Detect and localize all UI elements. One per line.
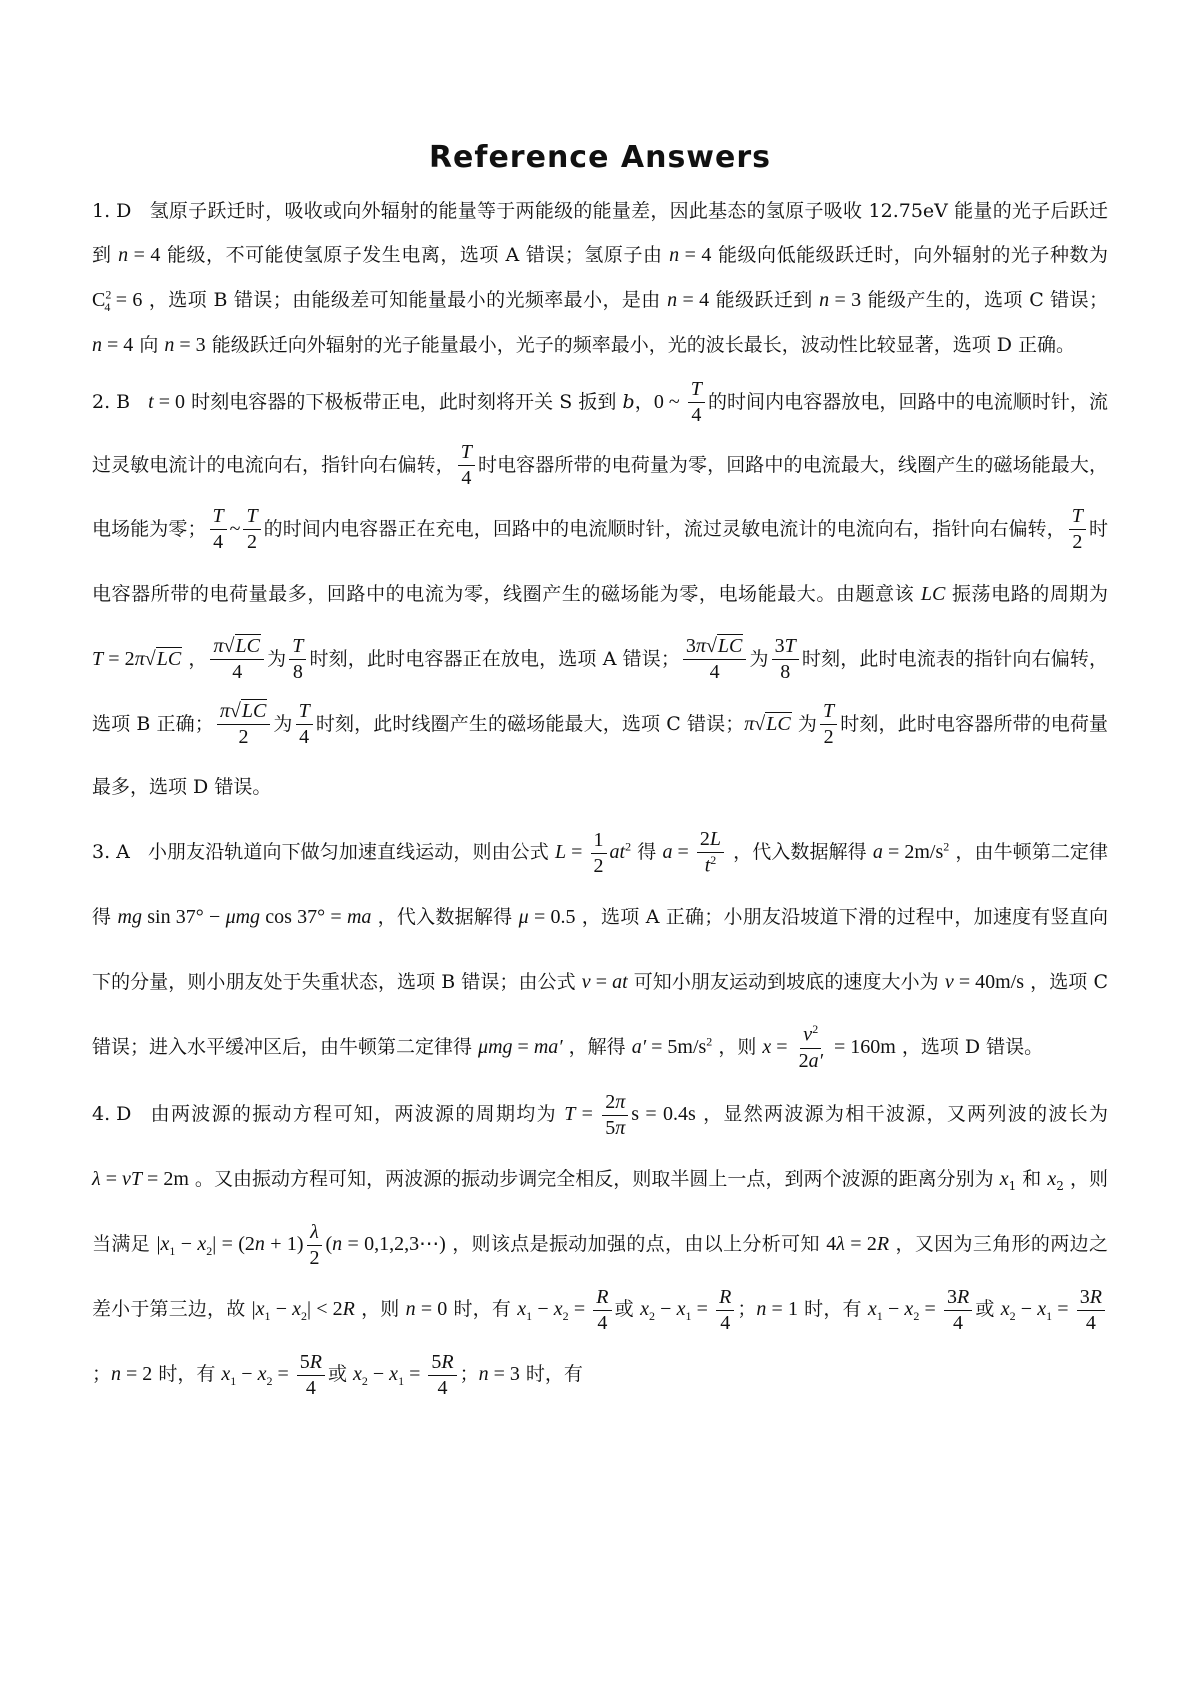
answer-number: 1.	[92, 200, 111, 222]
answer-item-1	[92, 190, 1108, 368]
answer-text: 由两波源的振动方程可知，两波源的周期均为 T = $\frac{2\pi}{5\pi}$ s = 0.4s ，显然两波源为相干波源，又两列波的波长为 λ = vT = 2m 。又由振动方程可知，两波源的振动步调完全相反，则取半圆上一点，到两个波源的距离分别为 $x_1$ 和 $x_2$ ，则当满足 $|x_1 - x_2| = (2n + 1)$ $\frac{\lambda}{2}$ (n = 0,1,2,3⋯) ，则该点是振动加强的点，由以上分析可知 4λ = 2R ，又因为三角形的两边之差小于第三边，故 $|x_1 - x_2| < 2R$ ，则 n = 0 时，有 $x_1 - x_2$ = $\frac{R}{4}$ 或 $x_2 - x_1$ = $\frac{R}{4}$ ；n = 1 时，有 $x_1 - x_2$ = $\frac{3R}{4}$ 或 $x_2 - x_1$ = $\frac{3R}{4}$ ；n = 2 时，有 $x_1 - x_2$ = $\frac{5R}{4}$ 或 $x_2 - x_1$ = $\frac{5R}{4}$ ；n = 3 时，有	[92, 1090, 1108, 1399]
answer-list	[92, 190, 1108, 1409]
answer-number: 4.	[92, 1103, 111, 1126]
answer-letter: D	[116, 200, 132, 222]
answer-text: 氢原子跃迁时，吸收或向外辐射的能量等于两能级的能量差，因此基态的氢原子吸收 12.75eV 能量的光子后跃迁到 n = 4 能级，不可能使氢原子发生电离，选项 A 错误；氢原子由 n = 4 能级向低能级跃迁时，向外辐射的光子种数为 $C^2_4 = 6$ ，选项 B 错误；由能级差可知能量最小的光频率最小，是由 n = 4 能级跃迁到 n = 3 能级产生的，选项 C 错误；n = 4 向 n = 3 能级跃迁向外辐射的光子能量最小，光子的频率最小，光的波长最长，波动性比较显著，选项 D 正确。	[92, 200, 1109, 356]
answer-number: 3.	[92, 841, 111, 864]
answer-item-3	[92, 820, 1108, 1080]
answer-item-4	[92, 1082, 1108, 1407]
answer-text: t = 0 时刻电容器的下极板带正电，此时刻将开关 S 扳到 b，0 ~ $\frac{T}{4}$ 的时间内电容器放电，回路中的电流顺时针，流过灵敏电流计的电流向右，指针向右偏转， $\frac{T}{4}$ 时电容器所带的电荷量为零，回路中的电流最大，线圈产生的磁场能最大，电场能为零； $\frac{T}{4}$ ~ $\frac{T}{2}$ 的时间内电容器正在充电，回路中的电流顺时针，流过灵敏电流计的电流向右，指针向右偏转， $\frac{T}{2}$ 时电容器所带的电荷量最多，回路中的电流为零，线圈产生的磁场能为零，电场能最大。由题意该 LC 振荡电路的周期为 T = 2π√LC ， $\frac{\pi√LC}{4}$ 为 $\frac{T}{8}$ 时刻，此时电容器正在放电，选项 A 错误； $\frac{3\pi√LC}{4}$ 为 $\frac{3T}{8}$ 时刻，此时电流表的指针向右偏转，选项 B 正确； $\frac{\pi√LC}{2}$ 为 $\frac{T}{4}$ 时刻，此时线圈产生的磁场能最大，选项 C 错误；π√LC 为 $\frac{T}{2}$ 时刻，此时电容器所带的电荷量最多，选项 D 错误。	[92, 378, 1109, 798]
answer-letter: A	[116, 841, 130, 864]
answer-text: 小朋友沿轨道向下做匀加速直线运动，则由公式 L = $\frac{1}{2}$ $at^2$ 得 a = $\frac{2L}{t^2}$ ，代入数据解得 $a = 2m/s^2$ ，由牛顿第二定律得 mg sin 37° − μmg cos 37° = ma ，代入数据解得 μ = 0.5 ，选项 A 正确；小朋友沿坡道下滑的过程中，加速度有竖直向下的分量，则小朋友处于失重状态，选项 B 错误；由公式 v = at 可知小朋友运动到坡底的速度大小为 v = 40m/s ，选项 C 错误；进入水平缓冲区后，由牛顿第二定律得 μmg = ma′ ，解得 $a' = 5m/s^2$ ，则 x = $\frac{v^2}{2a'}$ = 160m ，选项 D 错误。	[92, 828, 1109, 1073]
answer-letter: D	[116, 1103, 132, 1126]
answer-item-2	[92, 370, 1108, 819]
answer-number: 2.	[92, 390, 111, 413]
page-title: Reference Answers	[428, 140, 772, 175]
answer-letter: B	[116, 390, 131, 413]
